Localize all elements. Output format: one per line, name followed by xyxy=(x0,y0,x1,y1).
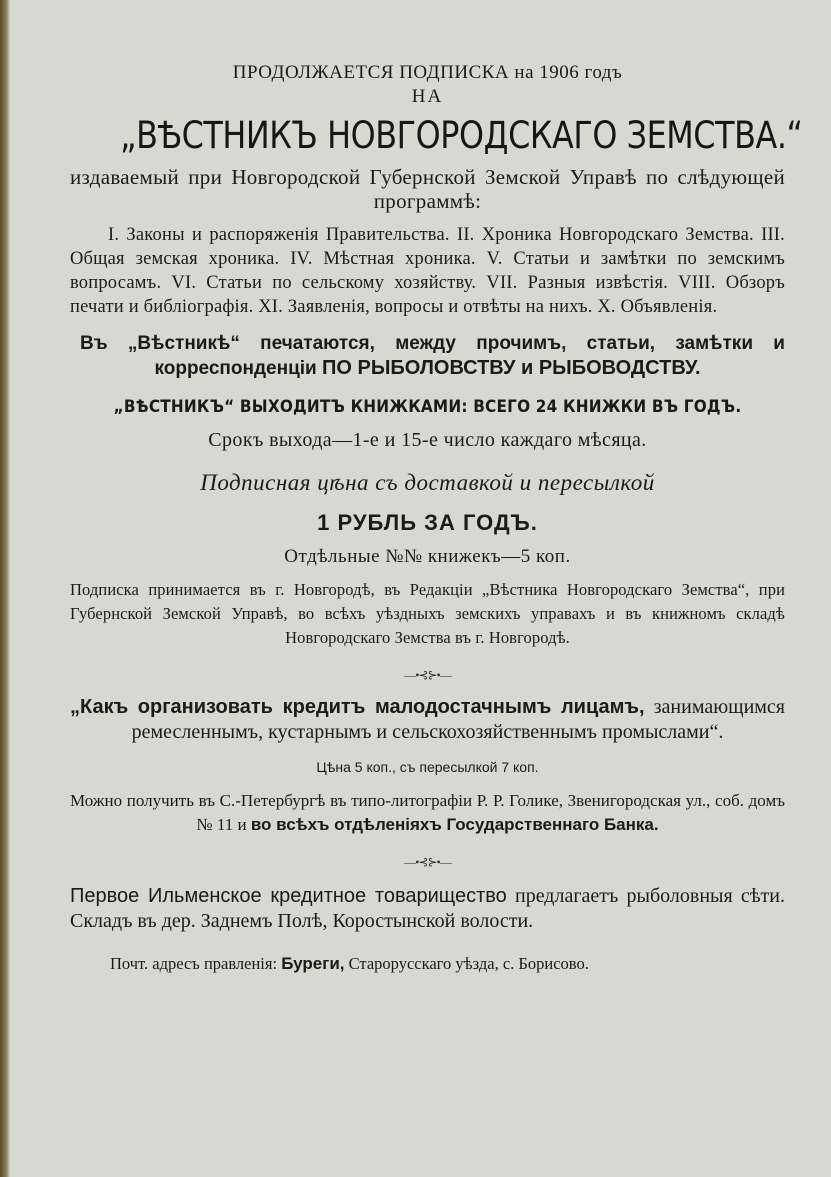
postal-address xyxy=(70,954,785,974)
document-page xyxy=(70,60,803,974)
address-place: Буреги, xyxy=(281,954,345,973)
ilmen-cooperative-notice xyxy=(70,884,785,934)
separator-ornament-2: —•⊰⊱•— xyxy=(404,855,451,869)
intro-text: издаваемый при Новгородской Губернской Земской Управѣ по слѣдующей программѣ: xyxy=(70,165,785,213)
page-edge xyxy=(0,0,10,1177)
address-label: Почт. адресъ правленія: xyxy=(110,954,278,973)
fishing-notice xyxy=(70,331,785,381)
availability-bank: во всѣхъ отдѣленіяхъ Государственнаго Банка. xyxy=(250,815,659,834)
single-issue-price: Отдѣльные №№ книжекъ—5 коп. xyxy=(284,546,571,567)
book-price: Цѣна 5 коп., съ пересылкой 7 коп. xyxy=(316,759,539,775)
address-rest: Старорусскаго уѣзда, с. Борисово. xyxy=(348,954,589,973)
journal-title: „ВѢСТНИКЪ НОВГОРОДСКАГО ЗЕМСТВА.“ xyxy=(120,114,803,157)
cooperative-offer: предлагаетъ рыболовныя сѣти. Складъ въ дер. Заднемъ Полѣ, Коростынской волости. xyxy=(70,885,785,932)
cooperative-name: Первое Ильменское кредитное товарищество xyxy=(70,885,507,907)
book-availability xyxy=(70,789,785,837)
publication-term: Срокъ выхода—1-е и 15-е число каждаго мѣсяца. xyxy=(208,429,647,451)
price-heading: Подписная цѣна съ доставкой и пересылкой xyxy=(200,470,655,495)
book-title: „Какъ организовать кредитъ малодостачнымъ лицамъ, xyxy=(70,696,645,718)
issues-notice: „ВѢСТНИКЪ“ ВЫХОДИТЪ КНИЖКАМИ: ВСЕГО 24 КНИЖКИ ВЪ ГОДЪ. xyxy=(113,397,742,417)
availability-text: Можно получить въ С.-Петербургѣ въ типо-литографіи Р. Р. Голике, Звенигородская ул., соб. домъ № 11 и xyxy=(70,791,785,834)
subscription-line: ПРОДОЛЖАЕТСЯ ПОДПИСКА на 1906 годъ xyxy=(232,62,623,83)
program-list: I. Законы и распоряженія Правительства. II. Хроника Новгородскаго Земства. III. Общая земская хроника. IV. Мѣстная хроника. V. Статьи и замѣтки по земскимъ вопросамъ. VI. Статьи по сельскому хозяйству. VII. Разныя извѣстія. VIII. Обзоръ печати и библіографія. XI. Заявленія, вопросы и отвѣты на нихъ. X. Объявленія. xyxy=(70,225,785,317)
fishing-notice-topic: ПО РЫБОЛОВСТВУ и РЫБОВОДСТВУ. xyxy=(322,357,701,379)
book-title-rest: занимающимся ремесленнымъ, кустарнымъ и сельскохозяйственнымъ промыслами“. xyxy=(131,696,785,743)
subscription-places: Подписка принимается въ г. Новгородѣ, въ Редакціи „Вѣстника Новгородскаго Земства“, при Губернской Земской Управѣ, во всѣхъ уѣздныхъ земскихъ управахъ и въ книжномъ складѣ Новгородскаго Земства въ г. Новгородѣ. xyxy=(70,580,785,647)
separator-ornament: —•⊰⊱•— xyxy=(404,668,451,682)
na-line: НА xyxy=(411,86,444,107)
fishing-notice-text: Въ „Вѣстникѣ“ печатаются, между прочимъ, статьи, замѣтки и корреспонденціи xyxy=(80,333,785,379)
book-announcement xyxy=(70,695,785,745)
annual-price: 1 РУБЛЬ ЗА ГОДЪ. xyxy=(317,510,538,535)
